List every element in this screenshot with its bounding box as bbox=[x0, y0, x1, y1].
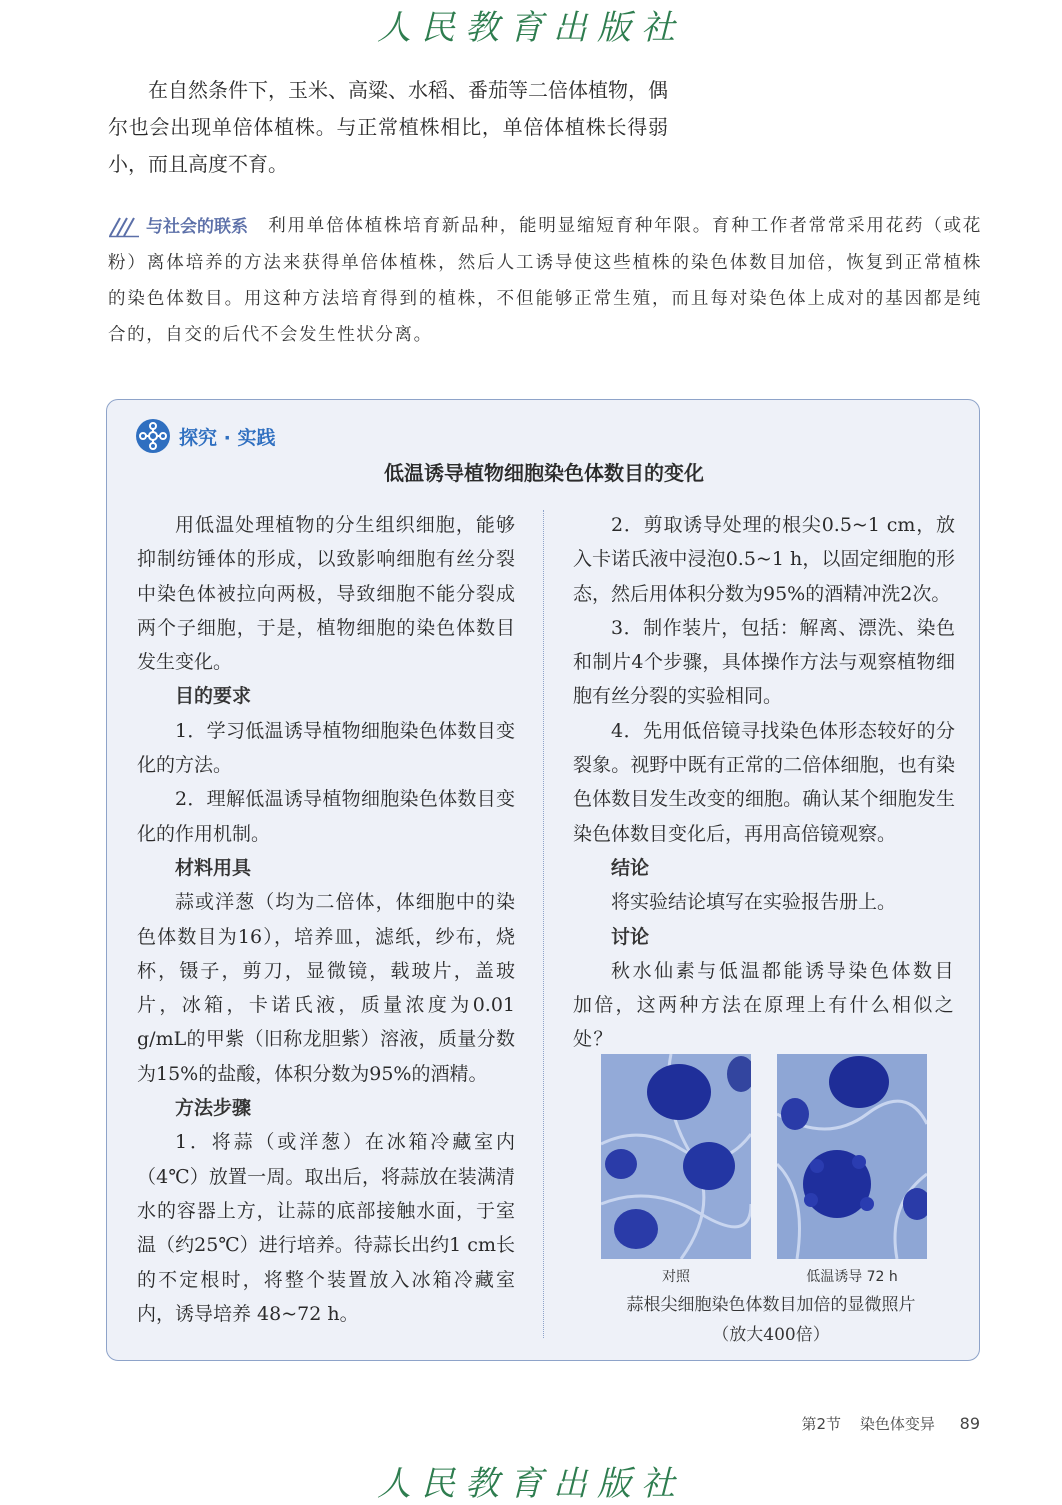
box-label: 探究 · 实践 bbox=[179, 426, 276, 449]
cold-treated-micrograph bbox=[777, 1054, 927, 1259]
footer-chapter: 染色体变异 bbox=[859, 1415, 935, 1433]
materials-heading: 材料用具 bbox=[175, 856, 252, 879]
figure-caption: 蒜根尖细胞染色体数目加倍的显微照片 bbox=[626, 1295, 916, 1315]
experiment-intro: 用低温处理植物的分生组织细胞，能够抑制纺锤体的形成，以致影响细胞有丝分裂中染色体被拉向两极，导致细胞不能分裂成两个子细胞，于是，植物细胞的染色体数目发生变化。 bbox=[137, 514, 515, 674]
figure-magnification: （放大400倍） bbox=[712, 1325, 830, 1345]
society-connection-tag bbox=[108, 209, 248, 245]
conclusion-heading: 结论 bbox=[611, 856, 650, 879]
intro-paragraph: 在自然条件下，玉米、高粱、水稻、番茄等二倍体植物，偶尔也会出现单倍体植株。与正常植株相比，单倍体植株长得弱小，而且高度不育。 bbox=[108, 78, 668, 176]
step-2: 2．剪取诱导处理的根尖0.5~1 cm，放入卡诺氏液中浸泡0.5~1 h，以固定细胞的形态，然后用体积分数为95%的酒精冲洗2次。 bbox=[573, 514, 955, 605]
column-divider bbox=[543, 510, 544, 1338]
left-column bbox=[137, 508, 515, 1331]
society-connection-text: 利用单倍体植株培育新品种，能明显缩短育种年限。育种工作者常常采用花药（或花粉）离体培养的方法来获得单倍体植株，然后人工诱导使这些植株的染色体数目加倍，恢复到正常植株的染色体数目。用这种方法培育得到的植株，不但能够正常生殖，而且每对染色体上成对的基因都是纯合的，自交的后代不会发生性状分离。 bbox=[108, 216, 982, 345]
conclusion-text: 将实验结论填写在实验报告册上。 bbox=[611, 891, 897, 914]
page-number: 89 bbox=[959, 1414, 980, 1433]
cold-treated-caption: 低温诱导 72 h bbox=[806, 1269, 898, 1285]
step-4: 4．先用低倍镜寻找染色体形态较好的分裂象。视野中既有正常的二倍体细胞，也有染色体数目发生改变的细胞。确认某个细胞发生染色体数目变化后，再用高倍镜观察。 bbox=[573, 719, 955, 845]
steps-heading: 方法步骤 bbox=[175, 1097, 252, 1120]
step-3: 3．制作装片，包括：解离、漂洗、染色和制片4个步骤，具体操作方法与观察植物细胞有丝分裂的实验相同。 bbox=[573, 616, 955, 708]
footer-section: 第2节 bbox=[801, 1415, 842, 1433]
explore-practice-box bbox=[106, 399, 980, 1361]
society-connection-label: 与社会的联系 bbox=[146, 216, 248, 237]
control-micrograph bbox=[601, 1054, 751, 1259]
slash-lines-icon bbox=[108, 216, 140, 238]
page-footer bbox=[788, 1413, 980, 1434]
discussion-text: 秋水仙素与低温都能诱导染色体数目加倍，这两种方法在原理上有什么相似之处？ bbox=[573, 959, 955, 1051]
society-connection-paragraph bbox=[108, 208, 982, 353]
control-caption: 对照 bbox=[662, 1269, 690, 1285]
aim-item-1: 1．学习低温诱导植物细胞染色体数目变化的方法。 bbox=[137, 719, 515, 777]
publisher-watermark-bottom: 人民教育出版社 bbox=[377, 1464, 685, 1504]
experiment-title: 低温诱导植物细胞染色体数目的变化 bbox=[384, 461, 704, 485]
step-1: 1．将蒜（或洋葱）在冰箱冷藏室内（4℃）放置一周。取出后，将蒜放在装满清水的容器上方，让蒜的底部接触水面，于室温（约25℃）进行培养。待蒜长出约1 cm长的不定根时，将整个装置放入冰箱冷藏室内，诱导培养 48~72 h。 bbox=[137, 1131, 515, 1325]
materials-text: 蒜或洋葱（均为二倍体，体细胞中的染色体数目为16），培养皿，滤纸，纱布，烧杯，镊子，剪刀，显微镜，载玻片，盖玻片，冰箱，卡诺氏液，质量浓度为0.01 g/mL的甲紫（旧称龙胆紫）溶液，质量分数为15%的盐酸，体积分数为95%的酒精。 bbox=[137, 891, 515, 1085]
right-column bbox=[573, 508, 955, 1057]
discussion-heading: 讨论 bbox=[611, 925, 650, 948]
aim-item-2: 2．理解低温诱导植物细胞染色体数目变化的作用机制。 bbox=[137, 788, 515, 845]
box-header bbox=[135, 418, 275, 454]
publisher-watermark-top: 人民教育出版社 bbox=[377, 8, 685, 48]
molecule-icon bbox=[135, 418, 171, 454]
aim-heading: 目的要求 bbox=[175, 685, 252, 708]
